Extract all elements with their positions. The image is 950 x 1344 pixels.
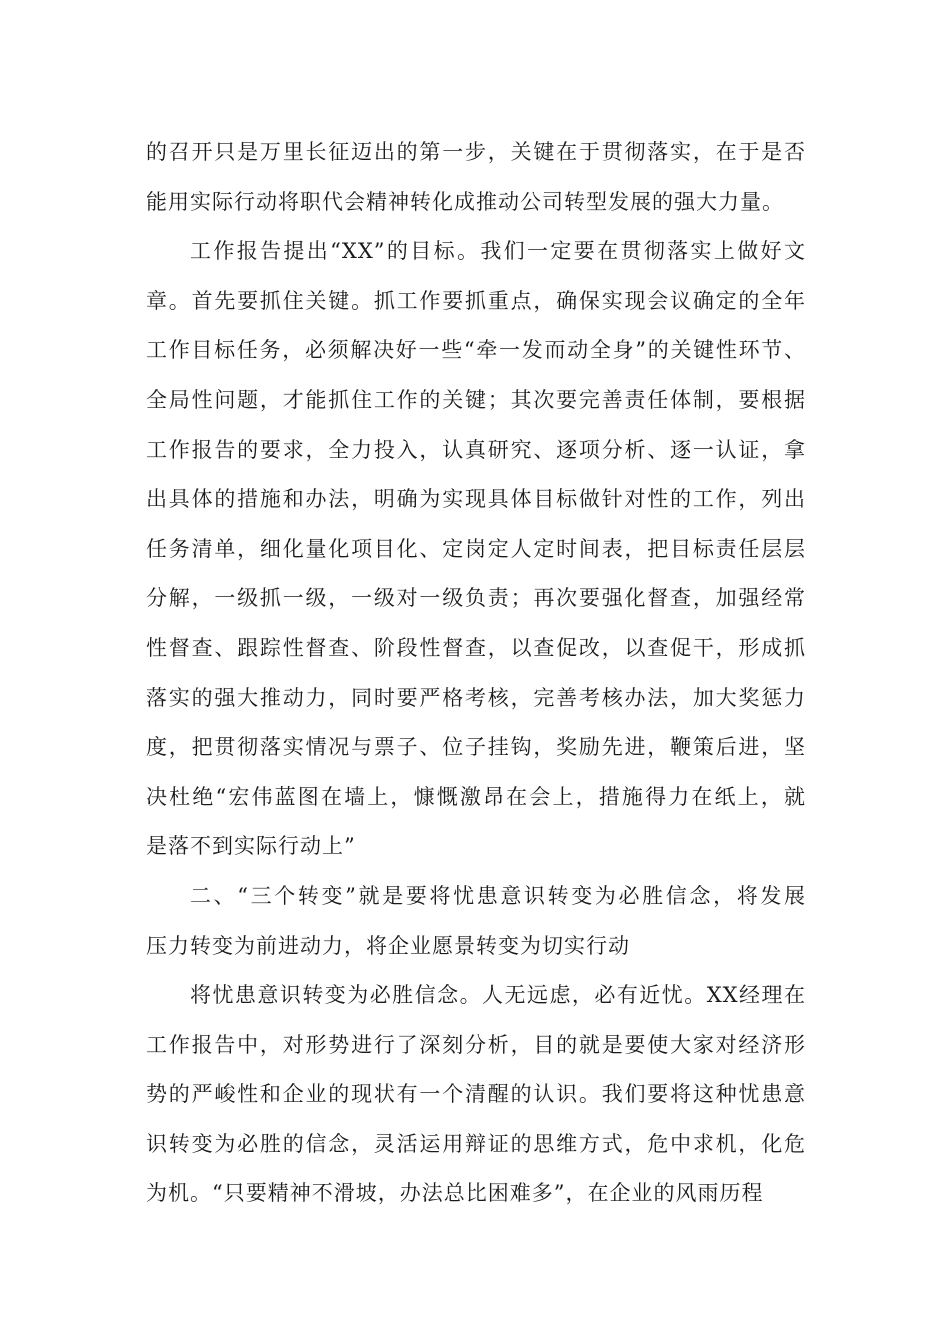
text-line: 的召开只是万里长征迈出的第一步，关键在于贯彻落实，在于是否 xyxy=(146,140,806,164)
text-line: 是落不到实际行动上” xyxy=(146,834,356,859)
text-line: 分解，一级抓一级，一级对一级负责；再次要强化督查，加强经常 xyxy=(146,586,806,611)
text-line: 工作报告提出“XX”的目标。我们一定要在贯彻落实上做好文 xyxy=(190,239,806,264)
text-line: 决杜绝“宏伟蓝图在墙上，慷慨激昂在会上，措施得力在纸上，就 xyxy=(146,784,806,809)
text-line: 工作目标任务，必须解决好一些“牵一发而动全身”的关键性环节、 xyxy=(146,338,806,363)
paragraph xyxy=(146,128,806,227)
text-line: 压力转变为前进动力，将企业愿景转变为切实行动 xyxy=(146,933,630,958)
text-line: 能用实际行动将职代会精神转化成推动公司转型发展的强大力量。 xyxy=(146,189,784,214)
document-body xyxy=(146,128,806,1219)
text-line: 识转变为必胜的信念，灵活运用辩证的思维方式，危中求机，化危 xyxy=(146,1131,806,1156)
text-line: 性督查、跟踪性督查、阶段性督查，以查促改，以查促干，形成抓 xyxy=(146,635,806,660)
text-line: 二、“三个转变”就是要将忧患意识转变为必胜信念，将发展 xyxy=(190,883,806,908)
text-line: 任务清单，细化量化项目化、定岗定人定时间表，把目标责任层层 xyxy=(146,536,806,561)
text-line: 工作报告的要求，全力投入，认真研究、逐项分析、逐一认证，拿 xyxy=(146,437,806,462)
text-line: 全局性问题，才能抓住工作的关键；其次要完善责任体制，要根据 xyxy=(146,387,806,412)
text-line: 将忧患意识转变为必胜信念。人无远虑，必有近忧。XX经理在 xyxy=(190,983,806,1008)
text-line: 势的严峻性和企业的现状有一个清醒的认识。我们要将这种忧患意 xyxy=(146,1082,806,1107)
paragraph xyxy=(146,227,806,872)
text-line: 工作报告中，对形势进行了深刻分析，目的就是要使大家对经济形 xyxy=(146,1032,806,1057)
paragraph xyxy=(146,971,806,1219)
text-line: 为机。“只要精神不滑坡，办法总比困难多”，在企业的风雨历程 xyxy=(146,1181,764,1206)
paragraph xyxy=(146,872,806,971)
text-line: 度，把贯彻落实情况与票子、位子挂钩，奖励先进，鞭策后进，坚 xyxy=(146,735,806,760)
text-line: 出具体的措施和办法，明确为实现具体目标做针对性的工作，列出 xyxy=(146,487,806,512)
text-line: 章。首先要抓住关键。抓工作要抓重点，确保实现会议确定的全年 xyxy=(146,288,806,313)
text-line: 落实的强大推动力，同时要严格考核，完善考核办法，加大奖惩力 xyxy=(146,685,806,710)
